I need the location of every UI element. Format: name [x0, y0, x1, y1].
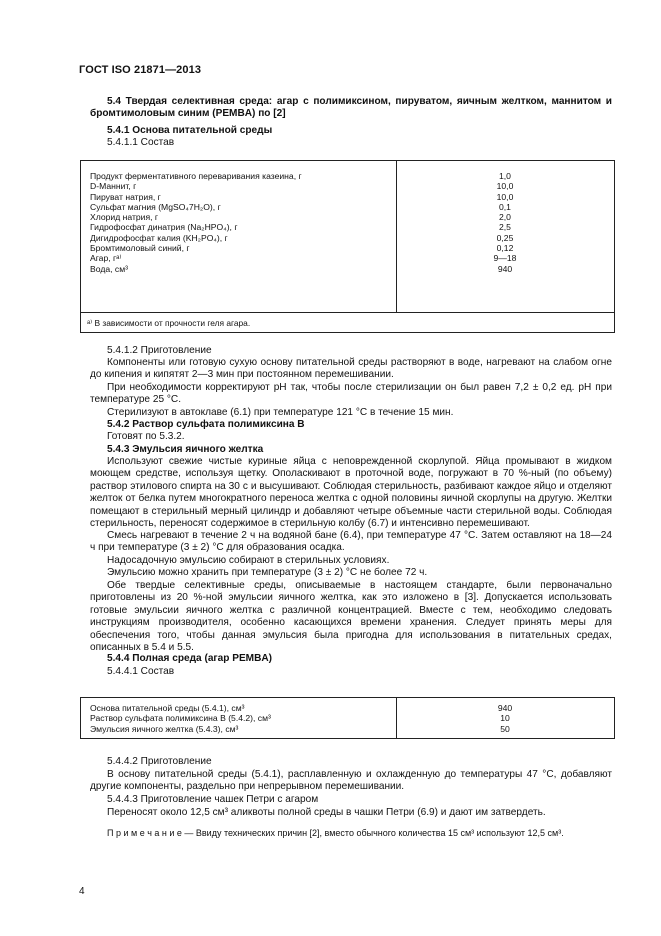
table-row [90, 264, 610, 274]
paragraph: В основу питательной среды (5.4.1), расплавленную и охлажденную до температуры 47 °С, добавляют другие компоненты, раздельно при непрерывном перемешивании. [90, 769, 612, 793]
table-row [90, 713, 610, 723]
table-row [90, 724, 610, 734]
note: П р и м е ч а н и е — Ввиду технических причин [2], вместо обычного количества 15 см³ используют 12,5 см³. [107, 828, 564, 838]
section-5-4-4-2-title: 5.4.4.2 Приготовление [107, 756, 212, 767]
ingredient-amount: 10,0 [496, 181, 514, 192]
ingredient-name: D-Маннит, г [90, 181, 137, 192]
ingredient-name: Раствор сульфата полимиксина В (5.4.2), см³ [90, 713, 271, 724]
section-5-4-2-title: 5.4.2 Раствор сульфата полимиксина В [107, 419, 305, 430]
table-1-footnote: ᵃ⁾ В зависимости от прочности геля агара. [87, 318, 251, 328]
table-row [90, 222, 610, 232]
document-header: ГОСТ ISO 21871—2013 [79, 64, 202, 76]
table-row [90, 703, 610, 713]
ingredient-name: Продукт ферментативного переваривания казеина, г [90, 171, 302, 181]
table-row [90, 253, 610, 263]
composition-table-2 [90, 703, 610, 734]
paragraph: Обе твердые селективные среды, описываемые в настоящем стандарте, были первоначально приготовлены из 20 %-ной эмульсии яичного желтка, как это изложено в [3]. Допускается использовать готовые эмульсии яичного желтка с различной концентрацией. Вместе с тем, необходимо следовать инструкциям производителя, особенно касающихся времени хранения. Следует принять меры для обеспечения того, чтобы данная эмульсия была пригодна для использования в питательных средах, описанных в 5.4 и 5.5. [90, 580, 612, 654]
paragraph: Смесь нагревают в течение 2 ч на водяной бане (6.4), при температуре 47 °С. Затем оставляют на 18—24 ч при температуре (3 ± 2) °С для образования осадка. [90, 530, 612, 554]
paragraph: Используют свежие чистые куриные яйца с неповрежденной скорлупой. Яйца промывают в жидком моющем средстве, используя щетку. Ополаскивают в проточной воде, погружают в 70 %-ный (по объему) раствор этилового спирта на 30 с и высушивают. Соблюдая стерильность, разбивают каждое яйцо и отделяют желток от белка путем многократного переноса желтка с одной половины яичной скорлупы на другую. Желтки помещают в стерильный мерный цилиндр и добавляют четыре объемные части стерильной воды. Соблюдая стерильность, переносят содержимое в стерильную колбу (6.7) и интенсивно перемешивают. [90, 456, 612, 530]
section-5-4-4-1-title: 5.4.4.1 Состав [107, 666, 175, 677]
ingredient-name: Пируват натрия, г [90, 191, 161, 202]
section-5-4-title [90, 96, 612, 121]
ingredient-amount: 9—18 [493, 253, 517, 264]
ingredient-amount: 940 [497, 703, 513, 713]
ingredient-name: Эмульсия яичного желтка (5.4.3), см³ [90, 723, 239, 734]
section-5-4-3-title: 5.4.3 Эмульсия яичного желтка [107, 444, 264, 455]
section-5-4-1-1-title: 5.4.1.1 Состав [107, 137, 175, 148]
table-row [90, 181, 610, 191]
section-5-4-1-2-title: 5.4.1.2 Приготовление [107, 345, 212, 356]
ingredient-name: Агар, гᵃ⁾ [90, 253, 122, 264]
ingredient-amount: 2,0 [499, 212, 511, 223]
ingredient-name: Основа питательной среды (5.4.1), см³ [90, 703, 245, 713]
ingredient-amount: 0,12 [496, 243, 514, 254]
ingredient-name: Дигидрофосфат калия (KH₂PO₄), г [90, 232, 228, 243]
table-divider [80, 312, 615, 313]
table-row [90, 202, 610, 212]
table-row [90, 192, 610, 202]
section-5-4-title-line1: 5.4 Твердая селективная среда: агар с полимиксином, пируватом, яичным желтком, [107, 96, 547, 107]
ingredient-amount: 50 [500, 723, 510, 734]
composition-table-1 [90, 171, 610, 274]
paragraph: Готовят по 5.3.2. [107, 431, 185, 442]
paragraph: При необходимости корректируют pH так, чтобы после стерилизации он был равен 7,2 ± 0,2 ед. pH при температуре 25 °С. [90, 382, 612, 406]
paragraph: Эмульсию можно хранить при температуре (3 ± 2) °С не более 72 ч. [107, 567, 428, 578]
table-row [90, 233, 610, 243]
paragraph: Компоненты или готовую сухую основу питательной среды растворяют в воде, нагревают на слабом огне до кипения и кипятят 2—3 мин при постоянном перемешивании. [90, 357, 612, 381]
ingredient-name: Гидрофосфат динатрия (Na₂HPO₄), г [90, 222, 238, 233]
page-number: 4 [79, 886, 85, 897]
ingredient-amount: 2,5 [499, 222, 511, 233]
paragraph: Стерилизуют в автоклаве (6.1) при температуре 121 °С в течение 15 мин. [107, 407, 454, 418]
section-5-4-title-line2: маннитом и бромтимоловым синим (PEMBA) по [2] [90, 96, 612, 120]
section-5-4-4-title: 5.4.4 Полная среда (агар PEMBA) [107, 653, 273, 664]
ingredient-name: Бромтимоловый синий, г [90, 243, 190, 254]
section-5-4-4-3-title: 5.4.4.3 Приготовление чашек Петри с агаром [107, 794, 319, 805]
ingredient-name: Хлорид натрия, г [90, 212, 159, 223]
table-row [90, 243, 610, 253]
ingredient-amount: 10 [500, 713, 510, 724]
table-row [90, 171, 610, 181]
section-5-4-1-title: 5.4.1 Основа питательной среды [107, 125, 273, 136]
ingredient-name: Вода, см³ [90, 263, 128, 274]
ingredient-amount: 1,0 [499, 171, 511, 181]
paragraph: Надосадочную эмульсию собирают в стерильных условиях. [107, 555, 390, 566]
ingredient-amount: 10,0 [496, 191, 514, 202]
ingredient-amount: 0,1 [499, 201, 511, 212]
table-row [90, 212, 610, 222]
paragraph: Переносят около 12,5 см³ аликвоты полной среды в чашки Петри (6.9) и дают им затвердеть. [107, 807, 546, 818]
ingredient-amount: 940 [497, 263, 513, 274]
ingredient-name: Сульфат магния (MgSO₄7H₂O), г [90, 201, 221, 212]
ingredient-amount: 0,25 [496, 232, 514, 243]
